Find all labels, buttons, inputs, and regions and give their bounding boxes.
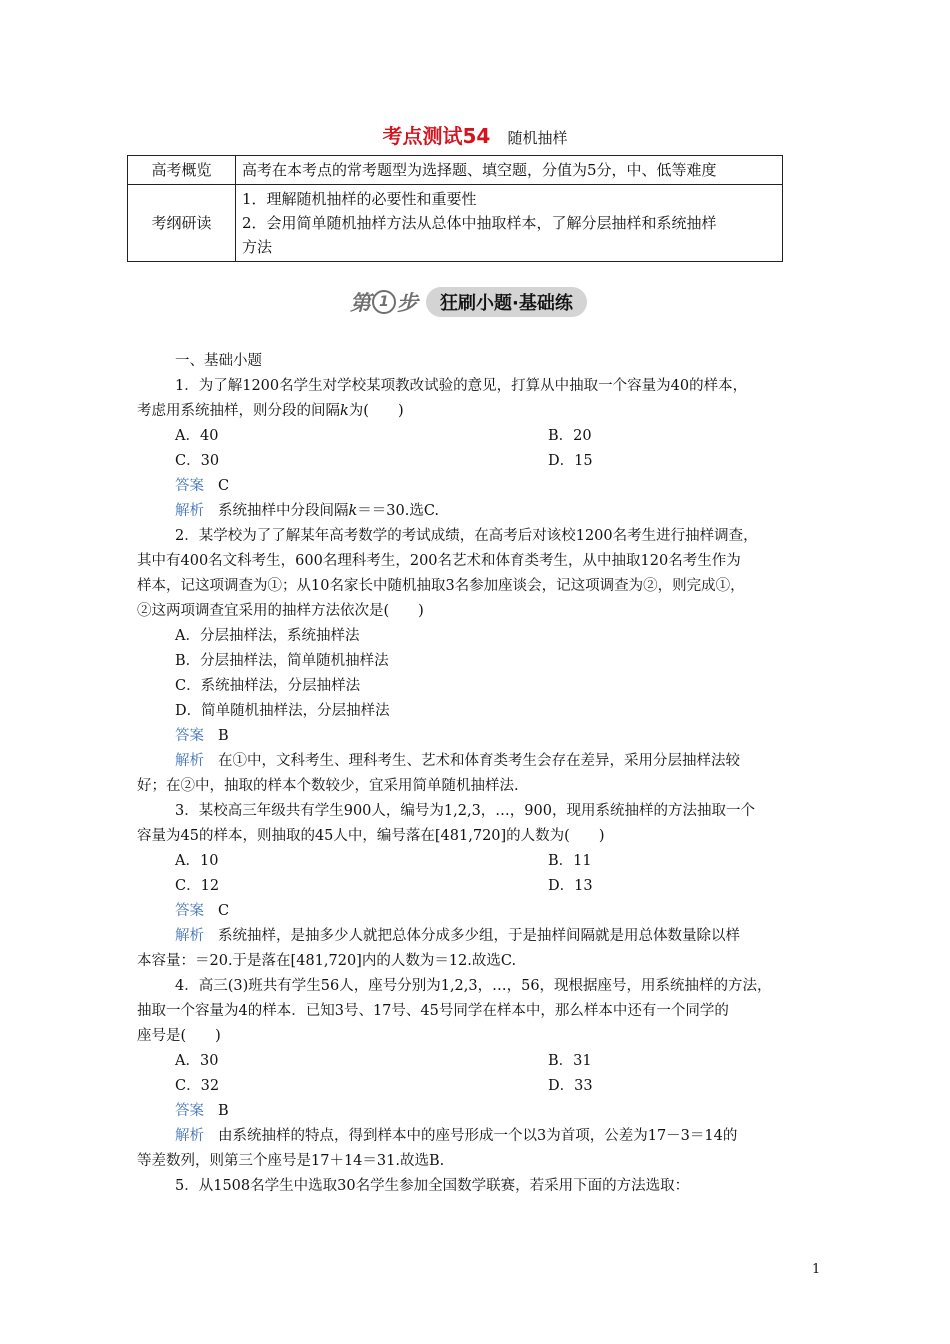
answer-line <box>137 724 817 749</box>
option: C．32 <box>175 1078 220 1094</box>
table-row <box>128 185 783 262</box>
analysis-label: 解析 <box>175 928 204 944</box>
page-number: 1 <box>812 1262 821 1277</box>
title-row <box>0 120 950 149</box>
answer-value: B <box>218 1103 229 1119</box>
question-line: 容量为45的样本，则抽取的45人中，编号落在[481,720]的人数为( ) <box>137 828 605 844</box>
page-title: 考点测试54 <box>382 124 491 148</box>
row-label-overview: 高考概览 <box>128 156 236 185</box>
option: A．10 <box>175 853 219 869</box>
answer-line <box>137 474 817 499</box>
question-line: 样本，记这项调查为①；从10名家长中随机抽取3名参加座谈会，记这项调查为②，则完成①， <box>137 578 745 594</box>
question-content <box>137 349 817 1199</box>
answer-line <box>137 1099 817 1124</box>
answer-label: 答案 <box>175 903 204 919</box>
option: C．12 <box>175 878 220 894</box>
option: A．分层抽样法，系统抽样法 <box>175 628 360 644</box>
question-line: 3．某校高三年级共有学生900人，编号为1,2,3，…，900，现用系统抽样的方法抽取一个 <box>175 803 755 819</box>
question-line: ②这两项调查宜采用的抽样方法依次是( ) <box>137 603 424 619</box>
analysis-line: 解析 系统抽样，是抽多少人就把总体分成多少组，于是抽样间隔就是用总体数量除以样 <box>175 928 740 944</box>
option: C．30 <box>175 453 220 469</box>
option: B．31 <box>548 1053 592 1069</box>
question-line: 考虑用系统抽样，则分段的间隔k为( ) <box>137 403 404 419</box>
page-subtitle: 随机抽样 <box>507 129 568 147</box>
syllabus-item: 方法 <box>242 238 273 256</box>
question-line: 1．为了解1200名学生对学校某项教改试验的意见，打算从中抽取一个容量为40的样本， <box>175 378 748 394</box>
option: D．15 <box>548 453 593 469</box>
answer-line <box>137 899 817 924</box>
analysis-label: 解析 <box>175 1128 204 1144</box>
syllabus-item: 1．理解随机抽样的必要性和重要性 <box>242 190 477 208</box>
analysis-line: 解析 在①中，文科考生、理科考生、艺术和体育类考生会存在差异，采用分层抽样法较 <box>175 753 740 769</box>
option: D．33 <box>548 1078 593 1094</box>
analysis-line: 好；在②中，抽取的样本个数较少，宜采用简单随机抽样法. <box>137 778 519 794</box>
option: B．11 <box>548 853 592 869</box>
step-prefix: 第 <box>350 291 371 315</box>
answer-label: 答案 <box>175 728 204 744</box>
question-line: 4．高三(3)班共有学生56人，座号分别为1,2,3，…，56，现根据座号，用系统抽样的方法， <box>175 978 772 994</box>
row-label-syllabus: 考纲研读 <box>128 185 236 262</box>
question-line: 5．从1508名学生中选取30名学生参加全国数学联赛，若采用下面的方法选取： <box>175 1178 690 1194</box>
analysis-label: 解析 <box>175 503 204 519</box>
option-row <box>137 1074 817 1099</box>
answer-label: 答案 <box>175 1103 204 1119</box>
option: A．40 <box>175 428 219 444</box>
option: A．30 <box>175 1053 219 1069</box>
option: B．20 <box>548 428 592 444</box>
option-row <box>137 1049 817 1074</box>
table-row <box>128 156 783 185</box>
answer-value: B <box>218 728 229 744</box>
step-number-badge: 1 <box>372 290 396 314</box>
analysis-line: 解析 系统抽样中分段间隔k＝＝30.选C. <box>175 503 440 519</box>
question-line: 座号是( ) <box>137 1028 221 1044</box>
option: C．系统抽样法，分层抽样法 <box>175 678 361 694</box>
step-suffix: 步 <box>397 291 418 315</box>
analysis-line: 解析 由系统抽样的特点，得到样本中的座号形成一个以3为首项，公差为17－3＝14的 <box>175 1128 738 1144</box>
option-row <box>137 874 817 899</box>
option-row <box>137 424 817 449</box>
question-line: 其中有400名文科考生，600名理科考生，200名艺术和体育类考生，从中抽取120名考生作为 <box>137 553 741 569</box>
analysis-line: 等差数列，则第三个座号是17＋14＝31.故选B. <box>137 1153 445 1169</box>
answer-value: C <box>218 478 230 494</box>
overview-table <box>127 155 783 262</box>
option: D．简单随机抽样法，分层抽样法 <box>175 703 390 719</box>
option-row <box>137 449 817 474</box>
option: B．分层抽样法，简单随机抽样法 <box>175 653 389 669</box>
option-row <box>137 849 817 874</box>
syllabus-item: 2．会用简单随机抽样方法从总体中抽取样本，了解分层抽样和系统抽样 <box>242 214 717 232</box>
answer-label: 答案 <box>175 478 204 494</box>
row-text-overview: 高考在本考点的常考题型为选择题、填空题，分值为5分，中、低等难度 <box>236 156 783 185</box>
step-banner <box>350 286 587 318</box>
section-heading: 一、基础小题 <box>175 353 262 369</box>
question-line: 2．某学校为了了解某年高考数学的考试成绩，在高考后对该校1200名考生进行抽样调查， <box>175 528 758 544</box>
row-text-syllabus <box>236 185 783 262</box>
answer-value: C <box>218 903 230 919</box>
analysis-line: 本容量：＝20.于是落在[481,720]内的人数为＝12.故选C. <box>137 953 517 969</box>
step-label-pill: 狂刷小题·基础练 <box>426 287 587 317</box>
analysis-label: 解析 <box>175 753 204 769</box>
question-line: 抽取一个容量为4的样本．已知3号、17号、45号同学在样本中，那么样本中还有一个同学的 <box>137 1003 729 1019</box>
option: D．13 <box>548 878 593 894</box>
